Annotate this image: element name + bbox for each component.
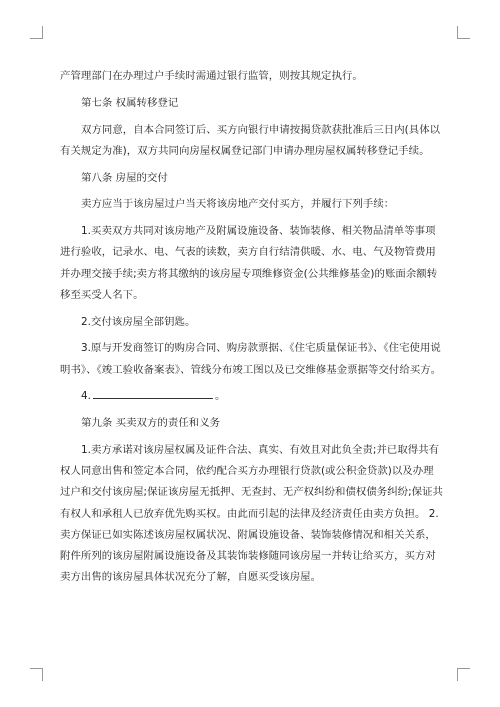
article-8-intro: 卖方应当于该房屋过户当天将该房地产交付买方，并履行下列手续： [81, 198, 395, 211]
article-8-item-2: 2.交付该房屋全部钥匙。 [81, 315, 196, 328]
document-body [60, 66, 444, 594]
crop-mark-top-left [30, 26, 43, 39]
crop-mark-bottom-right [457, 668, 470, 681]
article-8-item-1: 1.买卖双方共同对该房地产及附属设施设备、装饰装修、相关物品清单等事项进行验收，记录水、电、气表的读数，卖方自行结清供暖、水、电、气及物管费用并办理交接手续;卖方将其缴纳的该房屋专项维修资金(公共维修基金)的账面余额转移至买受人名下。 [60, 225, 438, 301]
article-8-item-3: 3.原与开发商签订的购房合同、购房款票据、《住宅质量保证书》、《住宅使用说明书》、《竣工验收备案表》、管线分布竣工图以及已交维修基金票据等交付给买方。 [60, 342, 442, 376]
crop-mark-top-right [457, 26, 470, 39]
crop-mark-bottom-left [30, 668, 43, 681]
continued-paragraph: 产管理部门在办理过户手续时需通过银行监管，则按其规定执行。 [60, 70, 363, 82]
article-8-title: 第八条 房屋的交付 [81, 171, 168, 184]
article-7-title: 第七条 权属转移登记 [81, 96, 179, 109]
article-7-body: 双方同意，自本合同签订后、买方向银行申请按揭贷款获批准后三日内(具体以有关规定为准)，双方共同向房屋权属登记部门申请办理房屋权属转移登记手续。 [60, 123, 441, 157]
article-9-body: 1.卖方承诺对该房屋权属及证件合法、真实、有效且对此负全责;并已取得共有权人同意出售和签定本合同，依约配合买方办理银行贷款(或公积金贷款)以及办理过户和交付该房屋;保证该房屋无抵押、无查封、无产权纠纷和债权债务纠纷;保证共有权人和承租人已放弃优先购买权。由此而引起的法律及经济责任由卖方负担。 2.卖方保证已如实陈述该房屋权属状况、附属设施设备、装饰装修情况和相关关系，附件所列的该房屋附属设施设备及其装饰装修随同该房屋一并转让给买方，买方对卖方出售的该房屋具体状况充分了解，自愿买受该房屋。 [60, 443, 443, 584]
article-9-title: 第九条 买卖双方的责任和义务 [81, 417, 221, 430]
article-8-item-4 [60, 386, 444, 407]
item-4-prefix: 4. [81, 390, 92, 403]
item-4-suffix: 。 [215, 390, 226, 403]
fill-in-blank[interactable] [93, 386, 213, 399]
